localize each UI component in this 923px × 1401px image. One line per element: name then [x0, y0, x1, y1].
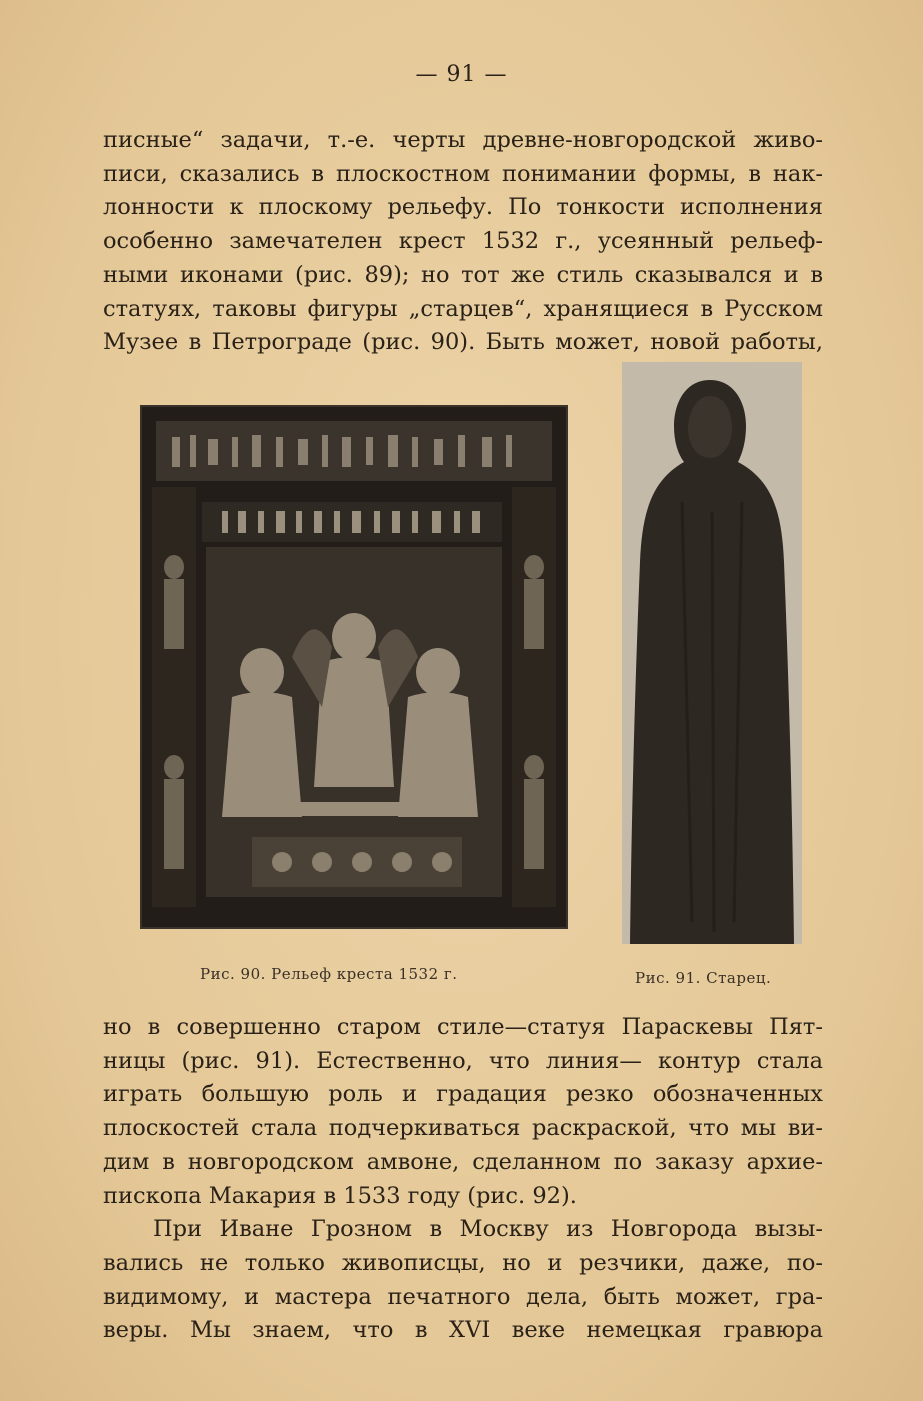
relief-image [142, 407, 566, 927]
text-line: видимому, и мастера печатного дела, быть может, гра- [103, 1283, 823, 1310]
text-line: пископа Макария в 1533 году (рис. 92). [103, 1182, 577, 1209]
relief-photo [140, 405, 568, 929]
figure-91-caption: Рис. 91. Старец. [635, 969, 772, 987]
page-number: — 91 — [415, 62, 508, 87]
text-line: писные“ задачи, т.-е. черты древне-новгородской живо- [103, 127, 823, 153]
text-line: играть большую роль и градация резко обозначенных [103, 1081, 823, 1108]
text-line: ницы (рис. 91). Естественно, что линия— контур стала [103, 1047, 823, 1074]
text-line: статуях, таковы фигуры „старцев“, хранящиеся в Русском [103, 295, 823, 322]
top-paragraph [103, 124, 823, 360]
text-line: ными иконами (рис. 89); но тот же стиль сказывался и в [103, 261, 823, 288]
bottom-paragraph [103, 1011, 823, 1348]
statue-image [622, 362, 802, 944]
text-line: плоскостей стала подчеркиваться раскраской, что мы ви- [103, 1115, 823, 1142]
text-line: особенно замечателен крест 1532 г., усеянный рельеф- [103, 228, 823, 255]
text-line: Музее в Петрограде (рис. 90). Быть может, новой работы, [103, 329, 823, 356]
text-line: веры. Мы знаем, что в XVI веке немецкая гравюра [103, 1317, 823, 1344]
text-line: но в совершенно старом стиле—статуя Параскевы Пят- [103, 1014, 823, 1040]
text-line: писи, сказались в плоскостном понимании формы, в нак- [103, 160, 823, 187]
text-line: При Иване Грозном в Москву из Новгорода вызы- [153, 1216, 823, 1243]
statue-photo [622, 362, 802, 944]
text-line: лонности к плоскому рельефу. По тонкости исполнения [103, 194, 823, 221]
text-line: вались не только живописцы, но и резчики, даже, по- [103, 1249, 823, 1276]
text-line: дим в новгородском амвоне, сделанном по заказу архие- [103, 1148, 823, 1175]
figure-90-caption: Рис. 90. Рельеф креста 1532 г. [200, 965, 458, 983]
